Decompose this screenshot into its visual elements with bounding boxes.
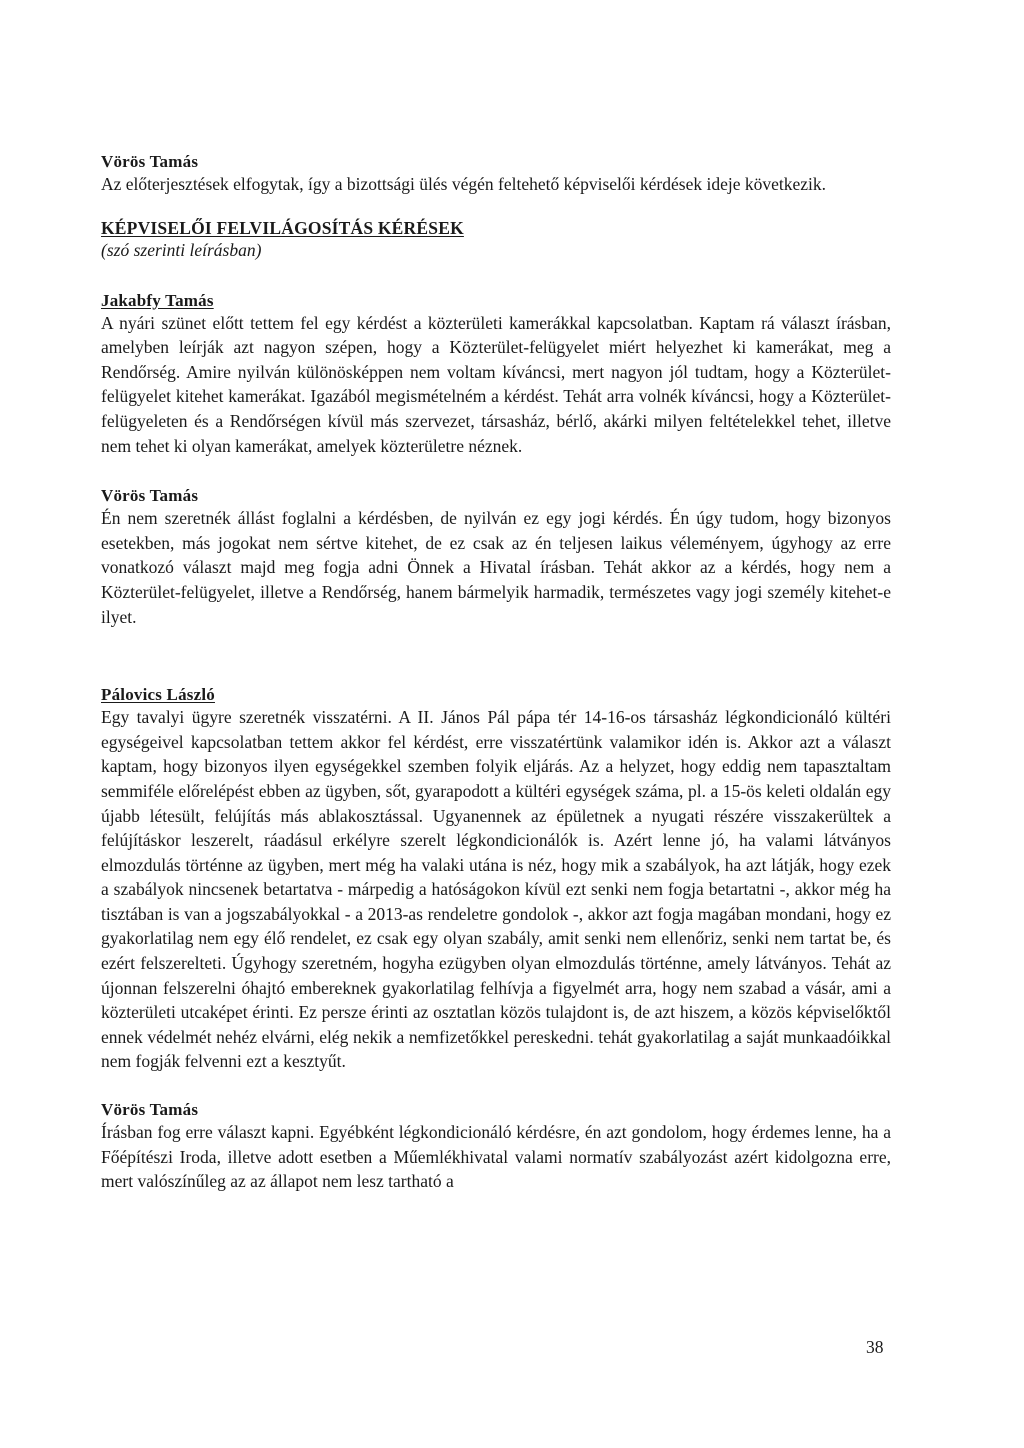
speech-text: Én nem szeretnék állást foglalni a kérdésben, de nyilván ez egy jogi kérdés. Én úgy tudom, hogy bizonyos esetekben, más jogokat nem sértve kitehet, de ez csak az én teljesen laikus véleményem, úgyhogy az erre vonatkozó választ majd meg fogja adni Önnek a Hivatal írásban. Tehát akkor az a kérdés, hogy nem a Közterület-felügyelet, illetve a Rendőrség, hanem bármelyik harmadik, természetes vagy jogi személy kitehet-e ilyet.	[101, 508, 891, 627]
page-number: 38	[866, 1337, 884, 1357]
speaker-name: Vörös Tamás	[101, 1100, 199, 1120]
speech-block-5	[101, 1100, 891, 1194]
speech-block-4	[101, 685, 891, 1074]
speaker-name: Vörös Tamás	[101, 486, 199, 506]
speaker-name: Jakabfy Tamás	[101, 290, 214, 310]
speaker-name: Vörös Tamás	[101, 152, 199, 171]
speech-text: Az előterjesztések elfogytak, így a bizottsági ülés végén feltehető képviselői kérdések ideje következik.	[101, 174, 827, 194]
speech-text: Egy tavalyi ügyre szeretnék visszatérni. A II. János Pál pápa tér 14-16-os társasház légkondicionáló kültéri egységeivel kapcsolatban tettem akkor fel kérdést, erre visszatértünk valamikor idén is. Akkor azt a választ kaptam, hogy bizonyos ilyen egységekkel szemben folyik eljárás. Az a helyzet, hogy eddig nem tapasztaltam semmiféle előrelépést ebben az ügyben, sőt, gyarapodott a kültéri egységek száma, pl. a 15-ös keleti oldalán egy újabb létesült, felújítás más ablakosztással. Ugyanennek az épületnek a nyugati részére visszakerültek a felújításkor leszerelt, ráadásul erkélyre szerelt légkondicionálók is. Azért lenne jó, ha valami látványos elmozdulás történne az ügyben, mert még ha valaki utána is néz, hogy mik a szabályok, ha azt látják, hogy ezek a szabályok nincsenek betartatva - márpedig a hatóságokon kívül ezt senki nem fogja betartatni -, akkor még ha tisztában is van a jogszabályokkal - a 2013-as rendeletre gondolok -, akkor azt fogja magában mondani, hogy ez gyakorlatilag nem egy élő rendelet, ez csak egy olyan szabály, amit senki nem ellenőriz, senki nem tartat be, és ezért felszerelteti. Úgyhogy szeretném, hogyha ezügyben olyan elmozdulás történne, amely látványos. Tehát az újonnan felszerelni óhajtó embereknek gyakorlatilag felhívja a figyelmét arra, hogy nem szabad a vásár, ami a közterületi utcaképet érinti. Ez persze érinti az osztatlan közös tulajdont is, de azt hiszem, a közös képviselőktől ennek védelmét nehéz elvárni, elég nekik a nemfizetőkkel pereskedni. tehát gyakorlatilag a saját munkaadóikkal nem fogják felvenni ezt a kesztyűt.	[101, 707, 891, 1072]
speech-block-2	[101, 291, 891, 459]
section-heading: KÉPVISELŐI FELVILÁGOSÍTÁS KÉRÉSEK	[101, 217, 464, 238]
speaker-name: Pálovics László	[101, 685, 215, 705]
speech-block-1	[101, 152, 891, 197]
section-heading-block	[101, 217, 891, 261]
speech-block-3	[101, 486, 891, 629]
section-subheading: (szó szerinti leírásban)	[101, 239, 262, 260]
speech-text: A nyári szünet előtt tettem fel egy kérdést a közterületi kamerákkal kapcsolatban. Kaptam rá választ írásban, amelyben leírják azt nagyon szépen, hogy a Közterület-felügyelet miért helyezhet ki kamerákat, meg a Rendőrség. Amire nyilván különösképpen nem voltam kíváncsi, mert nagyon jól tudtam, hogy a Közterület-felügyelet kitehet kamerákat. Igazából megismételném a kérdést. Tehát arra volnék kíváncsi, hogy a Közterület-felügyeleten és a Rendőrségen kívül más szervezet, társasház, bérlő, akárki milyen feltételekkel tehet, illetve nem tehet ki olyan kamerákat, amelyek közterületre néznek.	[101, 312, 891, 456]
document-page	[101, 152, 891, 1194]
speech-text: Írásban fog erre választ kapni. Egyébként légkondicionáló kérdésre, én azt gondolom, hogy érdemes lenne, ha a Főépítészi Iroda, illetve adott esetben a Műemlékhivatal valami normatív szabályozást azért kidolgozna erre, mert valószínűleg az az állapot nem lesz tartható a	[101, 1122, 891, 1192]
